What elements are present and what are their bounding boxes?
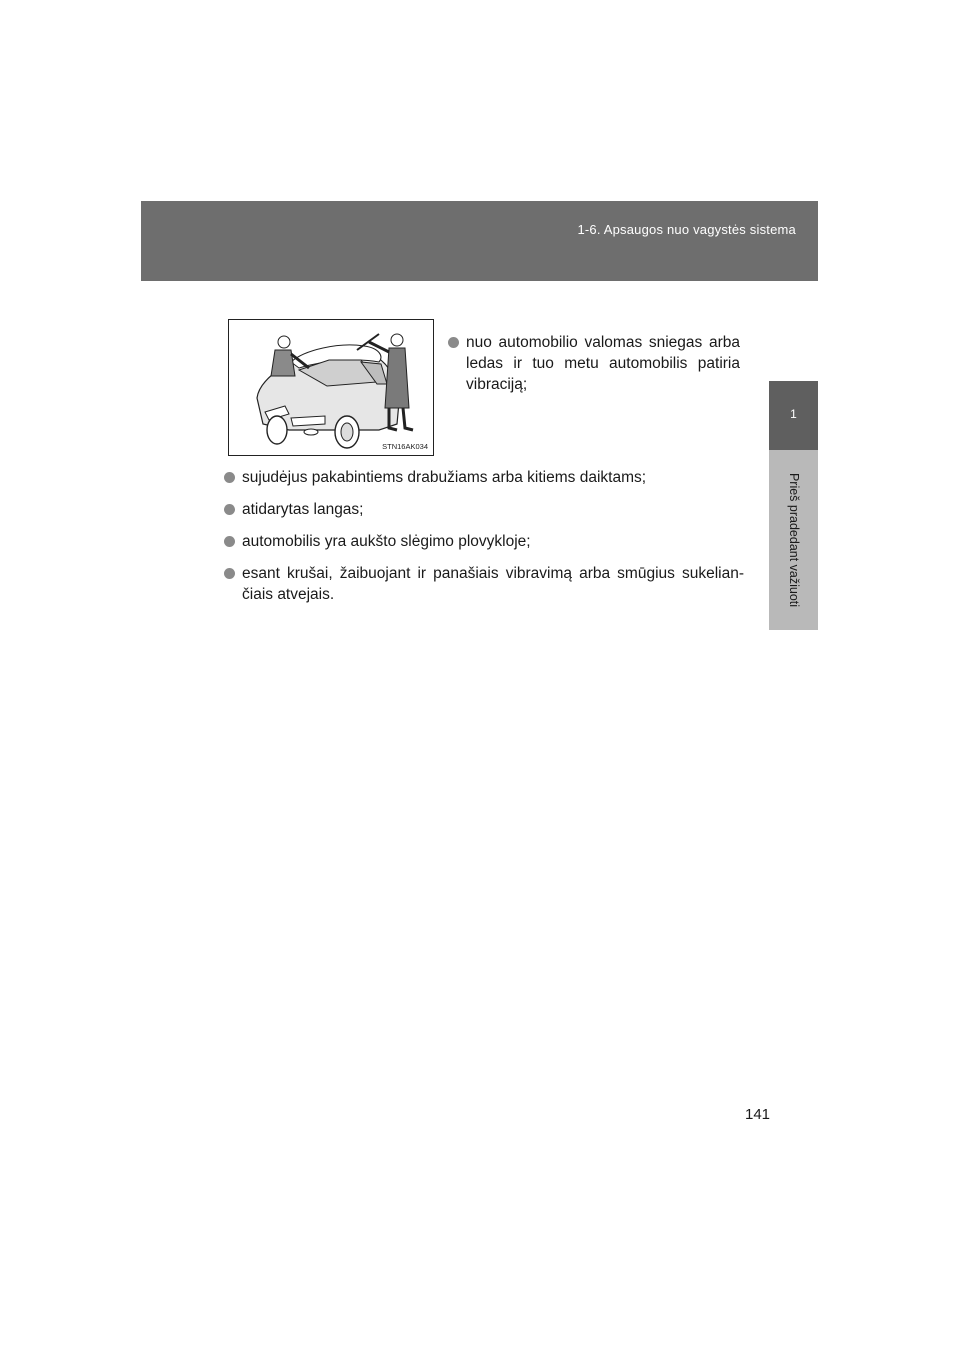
bullet-text: atidarytas langas; bbox=[242, 501, 364, 518]
bullet-text: sujudėjus pakabintiems drabužiams arba kitiems daiktams; bbox=[242, 469, 647, 486]
list-item bbox=[448, 332, 740, 395]
chapter-number: 1 bbox=[790, 407, 797, 421]
list-item bbox=[224, 499, 744, 520]
bullet-list bbox=[224, 467, 744, 605]
section-title: 1-6. Apsaugos nuo vagystės sistema bbox=[577, 222, 796, 237]
page-number: 141 bbox=[745, 1106, 771, 1123]
list-item bbox=[224, 467, 744, 488]
bullet-icon bbox=[224, 568, 235, 579]
list-item bbox=[224, 531, 744, 552]
figure-code: STN16AK034 bbox=[382, 442, 428, 451]
illustration-figure bbox=[228, 319, 434, 456]
bullet-text: esant krušai, žaibuojant ir panašiais vibravimą arba smūgius sukelian-čiais atvejais. bbox=[242, 565, 744, 603]
bullet-list-top bbox=[448, 332, 740, 395]
bullet-icon bbox=[448, 337, 459, 348]
chapter-title: Prieš pradedant važiuoti bbox=[786, 472, 801, 608]
bullet-text: nuo automobilio valomas sniegas arba ledas ir tuo metu automobilis patiria vibraciją; bbox=[466, 334, 740, 393]
bullet-text: automobilis yra aukšto slėgimo plovykloje; bbox=[242, 533, 531, 550]
header-band bbox=[141, 201, 818, 281]
car-snow-illustration bbox=[229, 320, 435, 457]
bullet-icon bbox=[224, 472, 235, 483]
chapter-number-tab bbox=[769, 381, 818, 450]
bullet-icon bbox=[224, 504, 235, 515]
bullet-icon bbox=[224, 536, 235, 547]
chapter-title-tab bbox=[769, 450, 818, 630]
list-item bbox=[224, 563, 744, 605]
